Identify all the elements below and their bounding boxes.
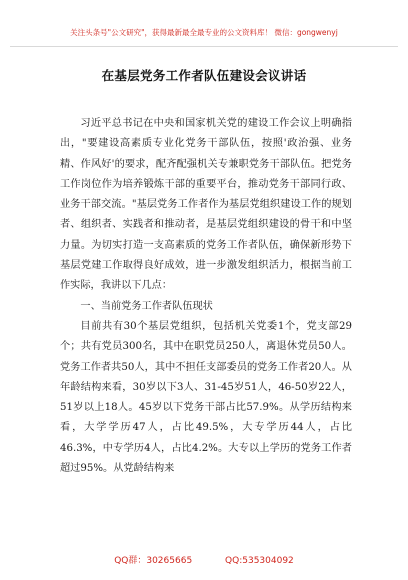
document-title: 在基层党务工作者队伍建设会议讲话 (101, 68, 307, 83)
footer-contact (0, 553, 408, 566)
section-heading: 一、当前党务工作者队伍现状 (80, 300, 213, 312)
section-paragraph: 目前共有30个基层党组织，包括机关党委1个，党支部29个；共有党员300名，其中在职党员250人，离退休党员50人。党务工作者共50人，其中不担任支部委员的党务工作者20人。从年龄结构来看，30岁以下3人、31-45岁51人，46-50岁22人，51岁以上18人。45岁以下党务干部占比57.9%。从学历结构来看，大学学历47人，占比49.5%，大专学历44人，占比46.3%，中专学历4人，占比4.2%。大专以上学历的党务工作者超过95%。从党龄结构来 (60, 320, 352, 475)
header-banner-text: 关注头条号"公文研究"，获得最新最全最专业的公文资料库！ 微信：gongwenyj (70, 28, 338, 37)
document-body (60, 114, 352, 479)
header-banner (10, 26, 398, 47)
intro-paragraph: 习近平总书记在中央和国家机关党的建设工作会议上明确指出，"要建设高素质专业化党务干部队伍，按照'政治强、业务精、作风好'的要求，配齐配强机关专兼职党务干部队伍。把党务工作岗位作为培养锻炼干部的重要平台，推动党务干部同行政、业务干部交流。"基层党务工作者作为基层党组织建设工作的规划者、组织者、实践者和推动者，是基层党组织建设的骨干和中坚力量。为切实打造一支高素质的党务工作者队伍，确保新形势下基层党建工作取得良好成效，进一步激发组织活力，根据当前工作实际，我讲以下几点： (60, 118, 352, 292)
footer-qq-number: QQ:535304092 (225, 556, 294, 566)
footer-qq-group: QQ群：30265665 (114, 556, 193, 566)
